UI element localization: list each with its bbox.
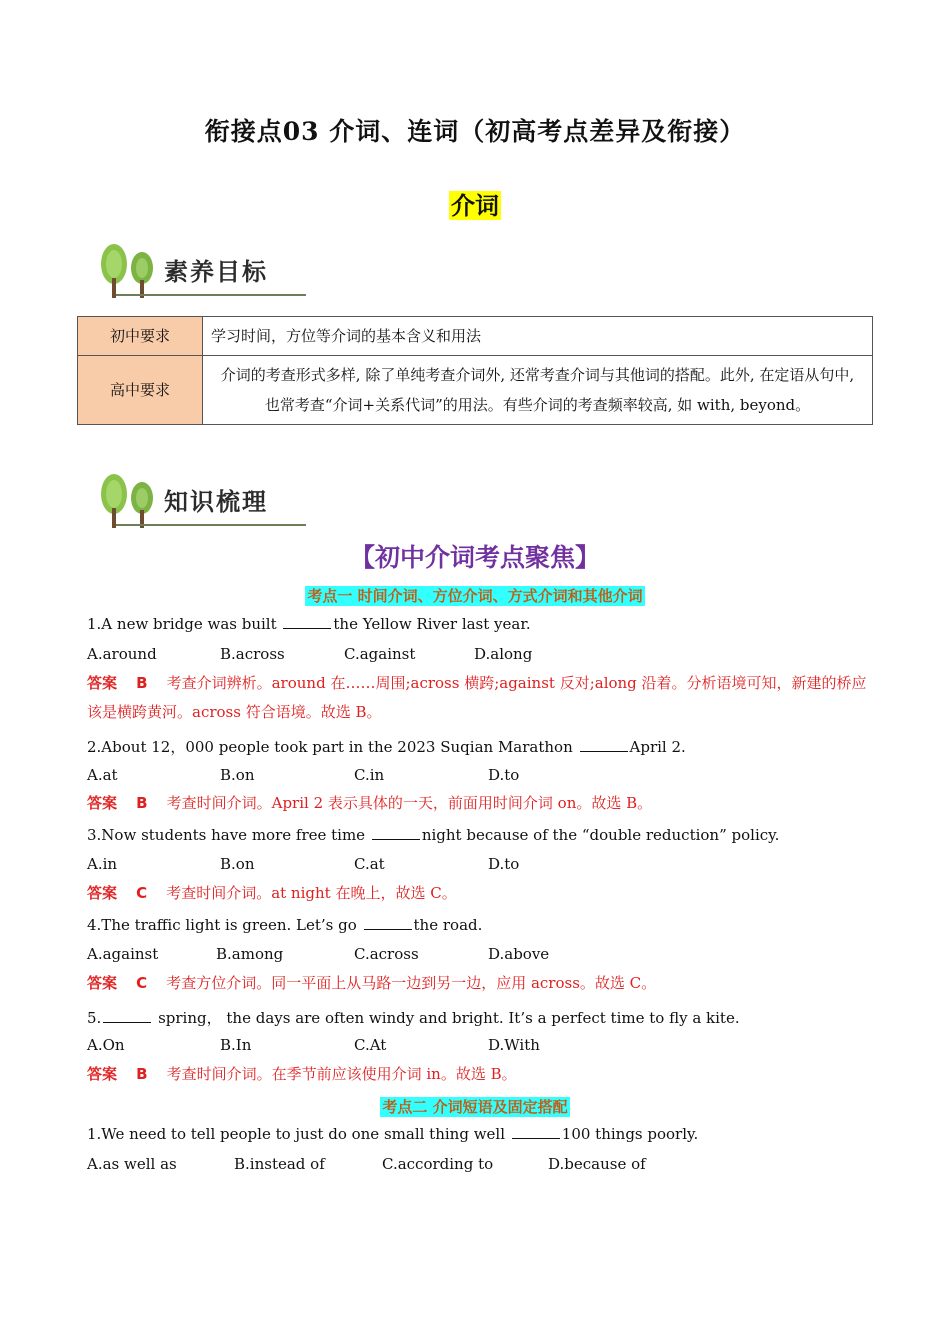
answer-blank bbox=[372, 827, 420, 840]
option: A.at bbox=[87, 766, 118, 784]
answer-label: 答案 bbox=[87, 1065, 118, 1083]
question-text: 1.We need to tell people to just do one small thing well bbox=[87, 1125, 510, 1143]
explanation: 考查时间介词。April 2 表示具体的一天，前面用时间介词 on。故选 B。 bbox=[166, 794, 653, 812]
divider bbox=[116, 294, 306, 296]
answer-4 bbox=[87, 969, 877, 998]
explanation: 考查介词辨析。around 在……周围;across 横跨;against 反对;along 沿着。分析语境可知，新建的桥应该是横跨黄河。across 符合语境。故选 B。 bbox=[87, 674, 867, 721]
option: C.according to bbox=[382, 1155, 494, 1173]
banner-label: 素养目标 bbox=[164, 258, 268, 286]
section-title-text: 介词 bbox=[451, 191, 499, 220]
answer-key: B bbox=[136, 674, 148, 692]
option: D.to bbox=[488, 855, 520, 873]
table-row bbox=[78, 317, 873, 356]
kaodian-1 bbox=[0, 585, 950, 606]
kaodian-2-text: 考点二 介词短语及固定搭配 bbox=[382, 1098, 568, 1116]
question-text: 1.A new bridge was built bbox=[87, 615, 282, 633]
explanation: 考查时间介词。在季节前应该使用介词 in。故选 B。 bbox=[166, 1065, 517, 1083]
banner-suyang bbox=[96, 240, 306, 300]
requirement-text: 学习时间，方位等介词的基本含义和用法 bbox=[203, 317, 873, 356]
question-text: spring， the days are often windy and bright. It’s a perfect time to fly a kite. bbox=[153, 1009, 740, 1027]
option: A.as well as bbox=[87, 1155, 177, 1173]
option: D.above bbox=[488, 945, 550, 963]
answer-label: 答案 bbox=[87, 974, 118, 992]
page-title: 衔接点03 介词、连词（初高考点差异及衔接） bbox=[204, 117, 746, 146]
option: B.instead of bbox=[234, 1155, 325, 1173]
answer-blank bbox=[364, 917, 412, 930]
kaodian-2 bbox=[0, 1096, 950, 1117]
question-5 bbox=[87, 1007, 740, 1028]
banner-label: 知识梳理 bbox=[164, 488, 268, 516]
option: C.across bbox=[354, 945, 419, 963]
question-1 bbox=[87, 615, 531, 633]
question-text: 100 things poorly. bbox=[561, 1125, 699, 1143]
option: D.to bbox=[488, 766, 520, 784]
option: B.on bbox=[220, 766, 255, 784]
question-k2-1 bbox=[87, 1125, 698, 1143]
answer-blank bbox=[103, 1010, 151, 1023]
option: C.in bbox=[354, 766, 385, 784]
answer-key: C bbox=[136, 884, 148, 902]
answer-2 bbox=[87, 789, 877, 818]
option: A.against bbox=[87, 945, 159, 963]
option: C.against bbox=[344, 645, 416, 663]
question-text: the Yellow River last year. bbox=[333, 615, 531, 633]
option: B.among bbox=[216, 945, 284, 963]
level-cell: 初中要求 bbox=[78, 317, 203, 356]
banner-zhishi bbox=[96, 470, 306, 530]
subhead: 【初中介词考点聚焦】 bbox=[349, 543, 600, 572]
option: B.on bbox=[220, 855, 255, 873]
answer-key: B bbox=[136, 794, 148, 812]
answer-3 bbox=[87, 879, 877, 908]
option: A.On bbox=[87, 1036, 125, 1054]
question-text: night because of the “double reduction” policy. bbox=[421, 826, 780, 844]
requirements-table bbox=[77, 316, 873, 425]
option: D.With bbox=[488, 1036, 540, 1054]
option: C.At bbox=[354, 1036, 387, 1054]
question-text: April 2. bbox=[629, 738, 686, 756]
option: A.in bbox=[87, 855, 118, 873]
kaodian-1-text: 考点一 时间介词、方位介词、方式介词和其他介词 bbox=[307, 587, 643, 605]
answer-label: 答案 bbox=[87, 884, 118, 902]
question-4 bbox=[87, 916, 482, 934]
option: D.because of bbox=[548, 1155, 646, 1173]
option: C.at bbox=[354, 855, 385, 873]
question-3 bbox=[87, 826, 779, 844]
option: B.across bbox=[220, 645, 285, 663]
explanation: 考查方位介词。同一平面上从马路一边到另一边，应用 across。故选 C。 bbox=[166, 974, 657, 992]
answer-blank bbox=[283, 616, 331, 629]
answer-label: 答案 bbox=[87, 794, 118, 812]
requirement-text: 介词的考查形式多样, 除了单纯考查介词外, 还常考查介词与其他词的搭配。此外, 在定语从句中, 也常考查“介词+关系代词”的用法。有些介词的考查频率较高, 如 with, beyond。 bbox=[203, 356, 873, 425]
answer-blank bbox=[512, 1126, 560, 1139]
answer-1 bbox=[87, 669, 877, 727]
question-text: the road. bbox=[413, 916, 483, 934]
question-text: 4.The traffic light is green. Let’s go bbox=[87, 916, 362, 934]
explanation: 考查时间介词。at night 在晚上，故选 C。 bbox=[166, 884, 457, 902]
question-text: 3.Now students have more free time bbox=[87, 826, 370, 844]
answer-5 bbox=[87, 1060, 877, 1089]
question-2 bbox=[87, 736, 686, 757]
option: D.along bbox=[474, 645, 533, 663]
section-title bbox=[0, 186, 950, 221]
option: A.around bbox=[87, 645, 157, 663]
option: B.In bbox=[220, 1036, 252, 1054]
answer-blank bbox=[580, 739, 628, 752]
divider bbox=[116, 524, 306, 526]
table-row bbox=[78, 356, 873, 425]
tree-icon bbox=[96, 470, 166, 530]
level-cell: 高中要求 bbox=[78, 356, 203, 425]
answer-key: C bbox=[136, 974, 148, 992]
answer-label: 答案 bbox=[87, 674, 118, 692]
tree-icon bbox=[96, 240, 166, 300]
question-text: 2.About 12，000 people took part in the 2023 Suqian Marathon bbox=[87, 738, 578, 756]
question-text: 5. bbox=[87, 1009, 102, 1027]
answer-key: B bbox=[136, 1065, 148, 1083]
